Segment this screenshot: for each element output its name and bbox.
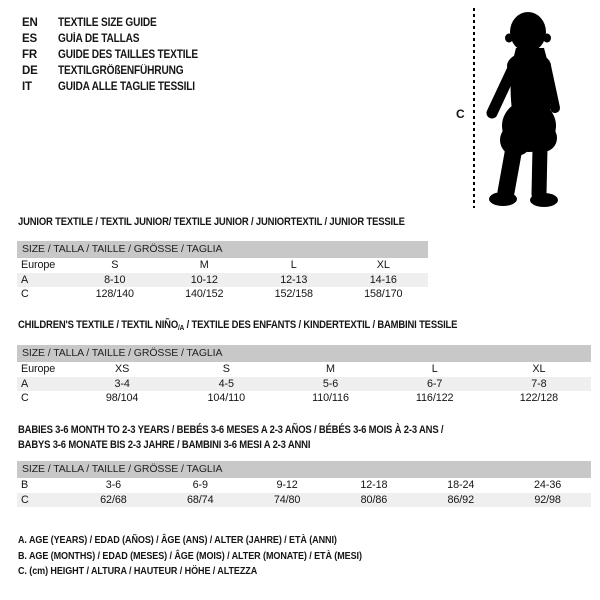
table-row bbox=[17, 287, 428, 302]
lang-code: DE bbox=[22, 65, 38, 77]
lang-row-es bbox=[22, 31, 217, 47]
cell: 128/140 bbox=[95, 288, 134, 301]
cell: 62/68 bbox=[100, 493, 127, 506]
language-title-block bbox=[22, 15, 217, 95]
cell: 18-24 bbox=[447, 479, 475, 492]
row-label: A bbox=[21, 377, 29, 390]
size-header: SIZE / TALLA / TAILLE / GRÖSSE / TAGLIA bbox=[17, 461, 591, 478]
cell: 104/110 bbox=[207, 392, 246, 405]
table-row bbox=[17, 478, 591, 493]
cell: 116/122 bbox=[415, 392, 454, 405]
size-header: SIZE / TALLA / TAILLE / GRÖSSE / TAGLIA bbox=[17, 345, 591, 362]
lang-code: ES bbox=[22, 33, 37, 45]
cell: XS bbox=[114, 363, 130, 376]
table-row bbox=[17, 362, 591, 377]
cell: 74/80 bbox=[273, 493, 301, 506]
table-row bbox=[17, 493, 591, 508]
cell: 7-8 bbox=[531, 377, 547, 390]
cell: 3-6 bbox=[105, 479, 122, 492]
lang-label: TEXTILGRÖßENFÜHRUNG bbox=[58, 65, 184, 77]
height-dotted-line bbox=[473, 8, 475, 208]
children-section-title bbox=[18, 318, 457, 336]
baby-silhouette bbox=[478, 8, 566, 208]
height-marker-label: C bbox=[456, 107, 465, 121]
row-label: Europe bbox=[21, 363, 56, 376]
cell: 152/158 bbox=[274, 288, 313, 301]
lang-label: GUIDE DES TAILLES TEXTILE bbox=[58, 49, 198, 61]
row-label: C bbox=[21, 493, 29, 506]
cell: 158/170 bbox=[364, 288, 403, 301]
babies-section-title bbox=[18, 423, 443, 452]
lang-label: TEXTILE SIZE GUIDE bbox=[58, 17, 157, 29]
lang-label: GUIDA ALLE TAGLIE TESSILI bbox=[58, 81, 195, 93]
title-part: CHILDREN'S TEXTILE / TEXTIL NIÑO bbox=[18, 319, 179, 331]
table-row bbox=[17, 391, 591, 406]
cell: M bbox=[199, 259, 209, 272]
cell: L bbox=[431, 363, 438, 376]
cell: 5-6 bbox=[322, 377, 339, 390]
size-header: SIZE / TALLA / TAILLE / GRÖSSE / TAGLIA bbox=[17, 241, 428, 258]
footnote-age-years: A. AGE (YEARS) / EDAD (AÑOS) / ÂGE (ANS) / ALTER (JAHRE) / ETÀ (ANNI) bbox=[18, 534, 337, 546]
table-row bbox=[17, 258, 428, 273]
row-label: Europe bbox=[21, 259, 56, 272]
legend-footnotes bbox=[18, 533, 418, 580]
lang-row-de bbox=[22, 63, 217, 79]
lang-row-it bbox=[22, 79, 217, 95]
cell: 8-10 bbox=[104, 273, 126, 286]
lang-label: GUÍA DE TALLAS bbox=[58, 33, 140, 45]
babies-title-line2: BABYS 3-6 MONATE BIS 2-3 JAHRE / BAMBINI 3-6 MESI A 2-3 ANNI bbox=[18, 438, 311, 451]
lang-code: IT bbox=[22, 81, 32, 93]
cell: XL bbox=[532, 363, 546, 376]
cell: 98/104 bbox=[105, 392, 139, 405]
junior-size-table bbox=[17, 241, 428, 302]
title-part: / TEXTILE DES ENFANTS / KINDERTEXTIL / BAMBINI TESSILE bbox=[184, 319, 458, 331]
cell: 6-7 bbox=[427, 377, 443, 390]
cell: 24-36 bbox=[534, 479, 562, 492]
cell: 14-16 bbox=[369, 273, 397, 286]
cell: 140/152 bbox=[185, 288, 224, 301]
cell: 86/92 bbox=[447, 493, 474, 506]
cell: XL bbox=[376, 259, 390, 272]
row-label: C bbox=[21, 288, 29, 301]
table-row bbox=[17, 377, 591, 392]
children-size-table bbox=[17, 345, 591, 406]
row-label: C bbox=[21, 392, 29, 405]
footnote-height: C. (cm) HEIGHT / ALTURA / HAUTEUR / HÖHE / ALTEZZA bbox=[18, 565, 258, 577]
cell: 92/98 bbox=[534, 493, 561, 506]
title-subscript: /A bbox=[178, 323, 185, 332]
cell: S bbox=[222, 363, 230, 376]
babies-size-table bbox=[17, 461, 591, 507]
cell: 80/86 bbox=[360, 493, 388, 506]
lang-code: EN bbox=[22, 17, 38, 29]
cell: 110/116 bbox=[312, 392, 349, 405]
babies-title-line1: BABIES 3-6 MONTH TO 2-3 YEARS / BEBÉS 3-6 MESES A 2-3 AÑOS / BÉBÉS 3-6 MOIS À 2-3 ANS / bbox=[18, 424, 444, 436]
cell: 10-12 bbox=[190, 273, 218, 286]
lang-code: FR bbox=[22, 49, 37, 61]
cell: 12-18 bbox=[360, 479, 388, 492]
cell: 12-13 bbox=[280, 273, 308, 286]
footnote-age-months: B. AGE (MONTHS) / EDAD (MESES) / ÂGE (MOIS) / ALTER (MONATE) / ETÀ (MESI) bbox=[18, 549, 362, 562]
cell: 4-5 bbox=[218, 377, 234, 390]
row-label: B bbox=[21, 479, 29, 492]
junior-section-title: JUNIOR TEXTILE / TEXTIL JUNIOR/ TEXTILE JUNIOR / JUNIORTEXTIL / JUNIOR TESSILE bbox=[18, 216, 405, 228]
cell: M bbox=[326, 363, 335, 376]
cell: 9-12 bbox=[276, 479, 298, 492]
table-row bbox=[17, 273, 428, 288]
cell: 3-4 bbox=[114, 377, 130, 390]
row-label: A bbox=[21, 273, 29, 286]
cell: 68/74 bbox=[186, 493, 214, 506]
lang-row-fr bbox=[22, 47, 217, 63]
cell: S bbox=[111, 259, 119, 272]
cell: 6-9 bbox=[192, 479, 208, 492]
lang-row-en bbox=[22, 15, 217, 31]
cell: L bbox=[290, 259, 297, 272]
cell: 122/128 bbox=[519, 392, 559, 405]
